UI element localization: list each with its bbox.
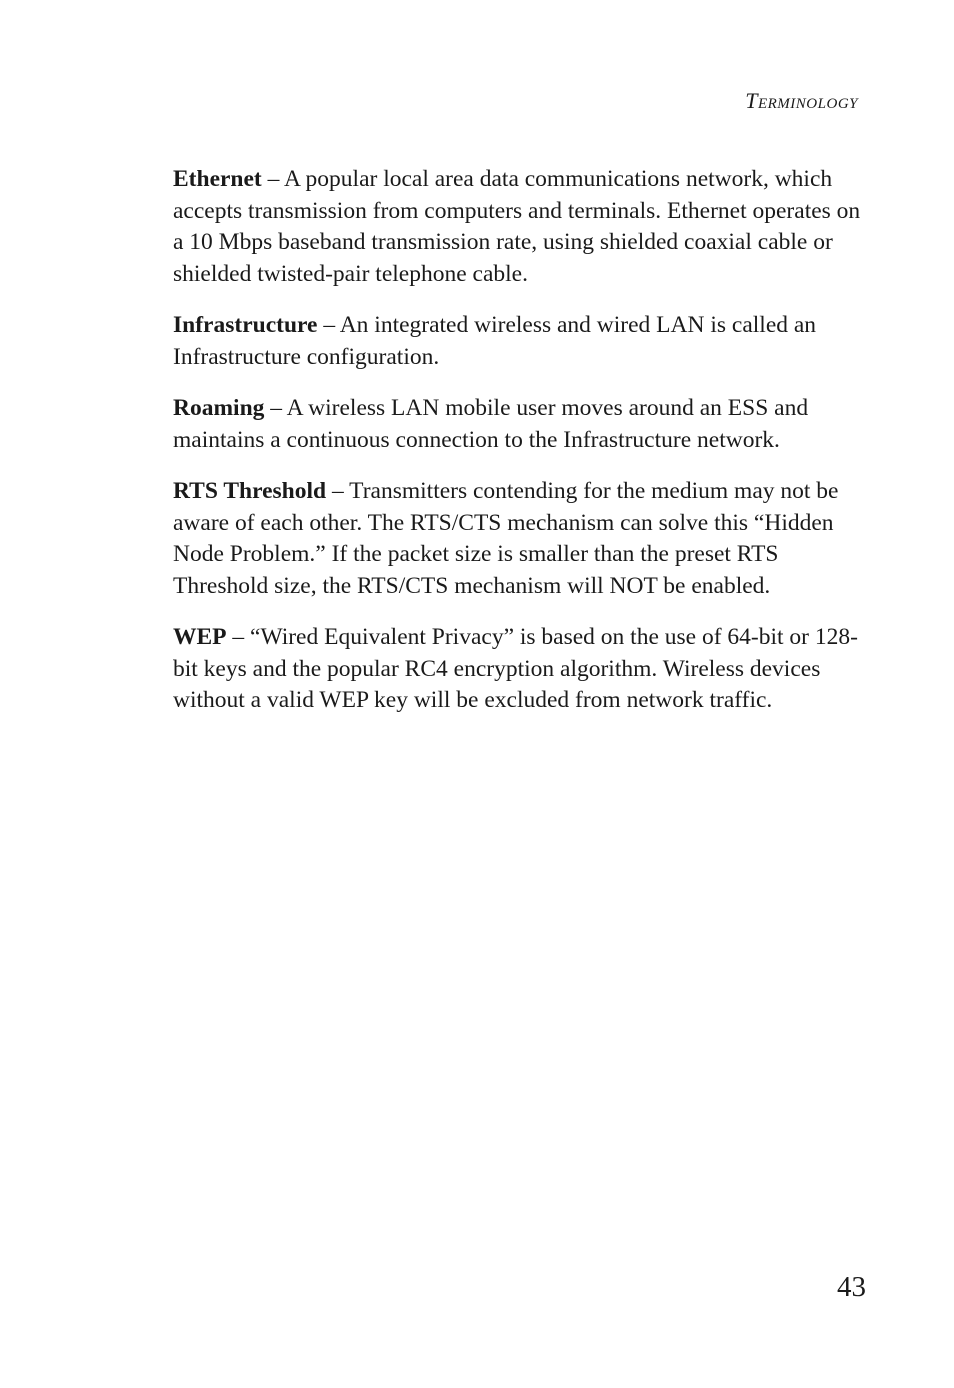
entry-separator: – [317, 312, 340, 338]
definition-rts-threshold: Transmitters contending for the medium may not be aware of each other. The RTS/CTS mechanism can solve this “Hidden Node Problem.” If the packet size is smaller than the preset RTS Threshold size, the RTS/CTS mechanism will NOT be enabled. [173, 478, 839, 599]
entry-separator: – [226, 624, 251, 650]
term-rts-threshold: RTS Threshold [173, 478, 327, 504]
running-header: Terminology [745, 88, 858, 113]
definition-roaming: A wireless LAN mobile user moves around an ESS and maintains a continuous connection to the Infrastructure network. [173, 395, 809, 453]
glossary-entry-roaming [173, 393, 863, 456]
glossary-entry-ethernet [173, 164, 863, 290]
term-wep: WEP [173, 624, 227, 650]
term-infrastructure: Infrastructure [173, 312, 318, 338]
entry-separator: – [326, 478, 350, 504]
term-ethernet: Ethernet [173, 166, 262, 192]
glossary-entry-infrastructure [173, 310, 863, 373]
definition-infrastructure: An integrated wireless and wired LAN is called an Infrastructure configuration. [173, 312, 817, 370]
page-number: 43 [837, 1271, 866, 1303]
glossary-entry-wep [173, 622, 863, 717]
term-roaming: Roaming [173, 395, 265, 421]
glossary-entry-rts-threshold [173, 476, 863, 602]
definition-ethernet: A popular local area data communications network, which accepts transmission from computers and terminals. Ethernet operates on a 10 Mbps baseband transmission rate, using shielded coaxial cable or shielded twisted-pair telephone cable. [173, 166, 861, 287]
glossary-content [173, 164, 863, 737]
entry-separator: – [261, 166, 284, 192]
definition-wep: “Wired Equivalent Privacy” is based on the use of 64-bit or 128-bit keys and the popular RC4 encryption algorithm. Wireless devices without a valid WEP key will be excluded from network traffic. [173, 624, 858, 713]
entry-separator: – [264, 395, 287, 421]
